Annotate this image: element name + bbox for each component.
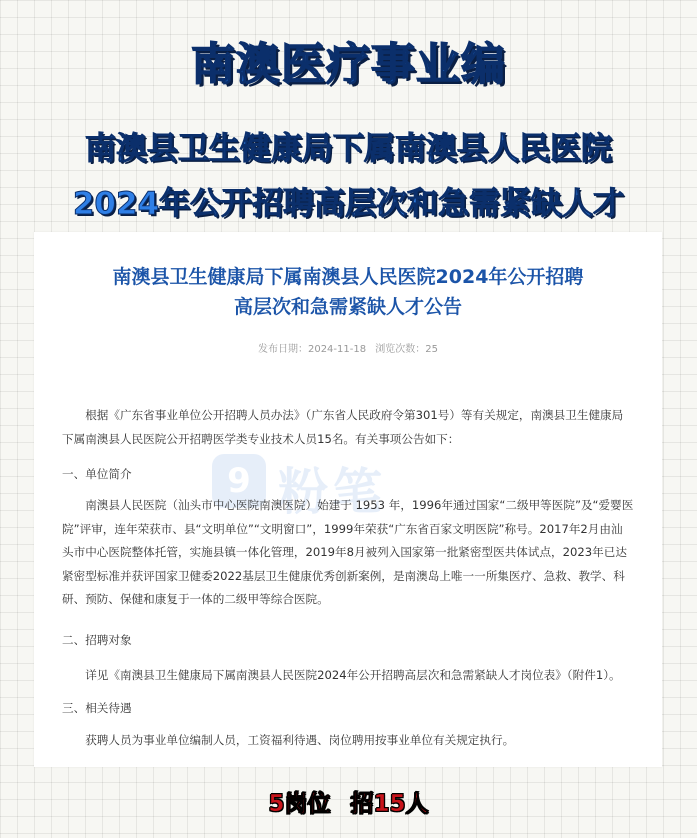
footer-summary [0,785,697,818]
section-content-unit-intro: 南澳县人民医院（汕头市中心医院南澳医院）始建于 1953 年，1996年通过国家“二级甲等医院”及“爱婴医院”评审，连年荣获市、县“文明单位”“文明窗口”，1999年荣获“广东省百家文明医院”称号。2017年2月由汕头市中心医院整体托管，实施县镇一体化管理，2019年8月被列入国家第一批紧密型医共体试点，2023年已达紧密型标准并获评国家卫健委2022基层卫生健康优秀创新案例，是南澳岛上唯一一所集医疗、急救、教学、科研、预防、保健和康复于一体的二级甲等综合医院。 [62,498,634,606]
section-heading-unit-intro: 一、单位简介 [62,467,132,481]
watermark-wordmark: 粉笔 [278,463,386,521]
section-content-recruitment-target: 详见《南澳县卫生健康局下属南澳县人民医院2024年公开招聘高层次和急需紧缺人才岗位表》（附件1）。 [85,668,621,682]
section-heading-recruitment-target: 二、招聘对象 [62,633,132,647]
section-heading-benefits: 三、相关待遇 [62,701,132,715]
document-title-line2: 高层次和急需紧缺人才公告 [233,296,462,318]
poster-subtitle-line2: 2024年公开招聘高层次和急需紧缺人才 [72,186,625,222]
hire-count: 招15人 [350,791,429,817]
announcement-screenshot [34,232,662,767]
document-title-line1: 南澳县卫生健康局下属南澳县人民医院2024年公开招聘 [112,266,584,288]
intro-paragraph: 根据《广东省事业单位公开招聘人员办法》（广东省人民政府令第301号）等有关规定，南澳县卫生健康局下属南澳县人民医院公开招聘医学类专业技术人员15名。有关事项公告如下： [62,408,624,446]
view-count: 浏览次数：25 [375,344,439,355]
watermark-badge-icon: 9 [212,454,266,508]
section-content-benefits: 获聘人员为事业单位编制人员，工资福利待遇、岗位聘用按事业单位有关规定执行。 [85,733,515,747]
publish-date: 发布日期：2024-11-18 [257,344,367,355]
poster-title: 南澳医疗事业编 [191,39,506,90]
positions-count: 5岗位 [268,791,331,817]
document-meta [34,340,662,355]
poster-subtitle-line1: 南澳县卫生健康局下属南澳县人民医院 [85,131,612,167]
